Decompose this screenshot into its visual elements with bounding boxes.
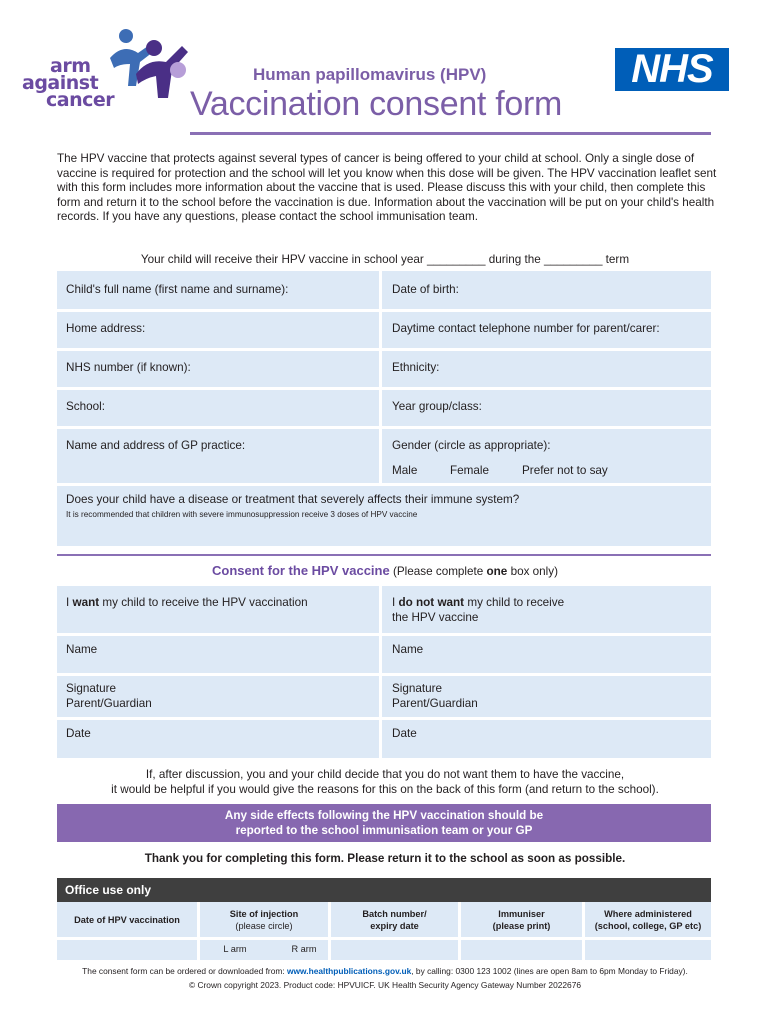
- gender-option-female[interactable]: Female: [450, 464, 489, 477]
- home-address-field[interactable]: Home address:: [66, 322, 146, 335]
- section-divider: [57, 554, 711, 556]
- copyright-note: © Crown copyright 2023. Product code: HPVUICF. UK Health Security Agency Gateway Number 2022676: [188, 980, 582, 990]
- ordering-info: The consent form can be ordered or downloaded from: www.healthpublications.gov.uk, by calling: 0300 123 1002 (lines are open 8am to 6pm Monday to Friday).: [82, 966, 688, 976]
- consent-heading-note-pre: (Please complete: [392, 565, 484, 578]
- ethnicity-field[interactable]: Ethnicity:: [392, 361, 440, 374]
- gender-option-prefer-not[interactable]: Prefer not to say: [522, 464, 608, 477]
- consent-heading-note-bold: one: [486, 565, 508, 578]
- school-field[interactable]: School:: [66, 400, 105, 413]
- row-divider: [57, 387, 711, 390]
- consent-heading-title: Consent for the HPV vaccine: [212, 563, 390, 578]
- consent-section: [57, 586, 711, 758]
- left-arm-option[interactable]: L arm: [223, 944, 247, 954]
- want-date-field[interactable]: Date: [66, 727, 91, 740]
- consent-want-option[interactable]: I want my child to receive the HPV vaccination: [66, 596, 308, 609]
- consent-heading-note-post: box only): [510, 565, 558, 578]
- intro-paragraph: The HPV vaccine that protects against several types of cancer is being offered to your child at school. Only a single dose of vaccine is required for protection and the school will let you know when this dose will be given. The HPV vaccination leaflet sent with this form includes more information about the vaccine that is used. Please discuss this with your child, then complete this form and return it to the school before the vaccination is due. Information about the vaccination will be put on your child's health records. If you have any questions, please contact the school immunisation team.: [57, 152, 717, 223]
- dont-want-name-field[interactable]: Name: [392, 643, 424, 656]
- child-name-field[interactable]: Child's full name (first name and surname):: [66, 283, 289, 296]
- immune-note: It is recommended that children with severe immunosuppression receive 3 doses of HPV vaccine: [66, 510, 418, 519]
- arm-against-cancer-logo: [20, 28, 185, 123]
- daytime-phone-field[interactable]: Daytime contact telephone number for parent/carer:: [392, 322, 660, 335]
- row-divider: [57, 426, 711, 429]
- gender-label: Gender (circle as appropriate):: [392, 439, 551, 452]
- header-divider: [190, 132, 711, 135]
- date-of-birth-field[interactable]: Date of birth:: [392, 283, 459, 296]
- office-use-header: Office use only: [57, 878, 711, 902]
- row-divider: [57, 633, 711, 636]
- immune-system-question[interactable]: Does your child have a disease or treatment that severely affects their immune system?: [66, 493, 520, 506]
- health-publications-link[interactable]: www.healthpublications.gov.uk: [287, 966, 412, 976]
- batch-number-header: Batch number/ expiry date: [362, 909, 427, 931]
- right-arm-option[interactable]: R arm: [291, 944, 317, 954]
- row-divider: [57, 673, 711, 676]
- where-administered-header: Where administered (school, college, GP etc): [594, 909, 702, 931]
- gender-option-male[interactable]: Male: [392, 464, 418, 477]
- people-figures-icon: [108, 28, 198, 108]
- office-use-table: [57, 902, 711, 960]
- reasons-note: If, after discussion, you and your child decide that you do not want them to have the vaccine, it would be helpful if you would give the reasons for this on the back of this form (and return to the school).: [111, 768, 659, 796]
- consent-do-not-want-option[interactable]: I do not want my child to receive the HPV vaccine: [392, 596, 565, 624]
- column-divider: [379, 271, 382, 484]
- consent-heading: [0, 563, 770, 578]
- row-divider: [57, 348, 711, 351]
- gp-practice-field[interactable]: Name and address of GP practice:: [66, 439, 246, 452]
- page-subtitle: Human papillomavirus (HPV): [253, 65, 487, 84]
- column-divider: [379, 586, 382, 758]
- nhs-number-field[interactable]: NHS number (if known):: [66, 361, 191, 374]
- want-name-field[interactable]: Name: [66, 643, 98, 656]
- date-of-vaccination-header: Date of HPV vaccination: [74, 915, 180, 925]
- thank-you-note: Thank you for completing this form. Please return it to the school as soon as possible.: [144, 852, 626, 865]
- row-divider: [57, 309, 711, 312]
- want-signature-field[interactable]: Signature Parent/Guardian: [66, 682, 152, 710]
- row-divider: [57, 483, 711, 486]
- row-divider: [57, 937, 711, 940]
- site-of-injection-header: Site of injection (please circle): [229, 909, 299, 931]
- school-year-line: Your child will receive their HPV vaccine in school year _________ during the _________ term: [140, 253, 630, 266]
- side-effects-banner: Any side effects following the HPV vaccination should be reported to the school immunisation team or your GP: [57, 804, 711, 842]
- page-title: Vaccination consent form: [190, 85, 563, 123]
- dont-want-date-field[interactable]: Date: [392, 727, 417, 740]
- year-group-field[interactable]: Year group/class:: [392, 400, 482, 413]
- row-divider: [57, 717, 711, 720]
- child-details-section: [57, 271, 711, 546]
- dont-want-signature-field[interactable]: Signature Parent/Guardian: [392, 682, 478, 710]
- nhs-logo: NHS: [615, 48, 729, 91]
- logo-wordmark: arm against cancer: [22, 55, 115, 111]
- immuniser-header: Immuniser (please print): [492, 909, 551, 931]
